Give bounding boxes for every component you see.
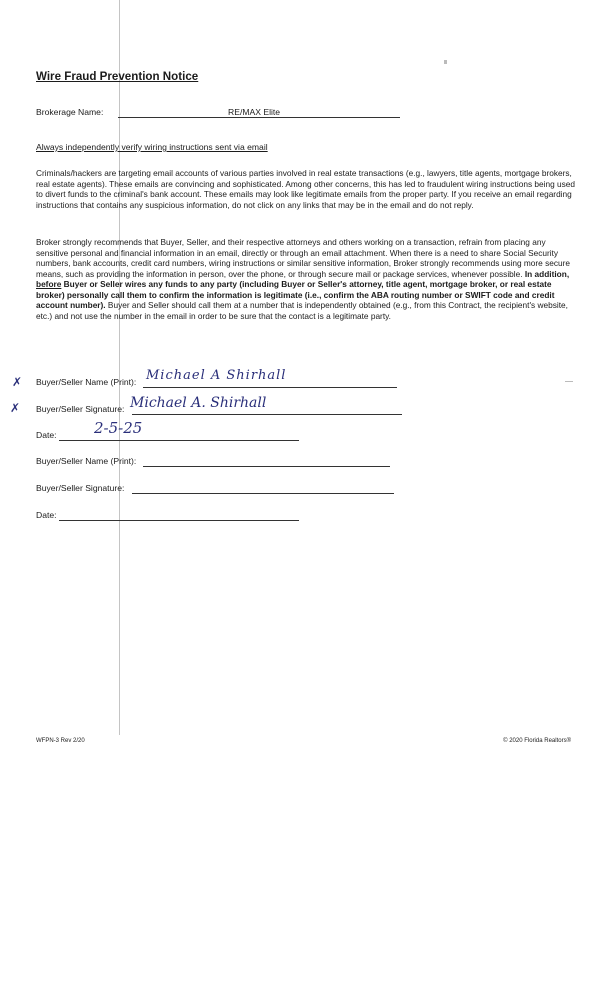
block2-date-underline: [59, 520, 299, 521]
paragraph-broker-text1: Broker strongly recommends that Buyer, Seller, and their respective attorneys and others working on a transaction, refrain from placing any sensitive personal and financial information in an email, directly or through an email attachment. When there is a need to share Social Security numbers, bank accounts, credit card numbers, wiring instructions or similar sensitive information, Broker strongly recommends using more secure means, such as providing the information in person, over the phone, or through secure mail or package services, whenever possible.: [36, 237, 570, 279]
block1-name-value[interactable]: Michael A Shirhall: [146, 368, 287, 383]
verify-heading: Always independently verify wiring instructions sent via email: [36, 142, 268, 152]
block2-signature-underline: [132, 493, 394, 494]
block1-date-underline: [59, 440, 299, 441]
brokerage-label: Brokerage Name:: [36, 107, 104, 117]
paragraph-broker-text2: Buyer and Seller should call them at a number that is independently obtained (e.g., from this Contract, the recipient's website, etc.) and not use the number in the email in order to be sure that the contact is a legitimate party.: [36, 300, 568, 321]
initial-mark: ✗: [12, 375, 23, 389]
copyright: © 2020 Florida Realtors®: [503, 738, 571, 744]
scan-speck: [444, 60, 447, 64]
block1-signature-underline: [132, 414, 402, 415]
block2-date-label: Date:: [36, 510, 57, 520]
block2-name-underline: [143, 466, 390, 467]
block1-date-label: Date:: [36, 430, 57, 440]
block2-signature-field[interactable]: [36, 483, 124, 493]
block1-date-field[interactable]: [36, 430, 57, 440]
block1-name-field[interactable]: [36, 377, 136, 387]
block1-name-underline: [143, 387, 397, 388]
block1-signature-label: Buyer/Seller Signature:: [36, 404, 125, 414]
page-title: Wire Fraud Prevention Notice: [36, 70, 199, 83]
paragraph-broker-before: before: [36, 279, 62, 289]
initial-mark: ✗: [10, 401, 21, 415]
block1-signature-field[interactable]: [36, 404, 124, 414]
block1-signature-value[interactable]: Michael A. Shirhall: [130, 395, 267, 411]
block2-name-field[interactable]: [36, 456, 136, 466]
brokerage-value[interactable]: RE/MAX Elite: [228, 107, 281, 117]
block2-date-field[interactable]: [36, 510, 57, 520]
block1-date-value[interactable]: 2-5-25: [94, 419, 143, 437]
block2-name-label: Buyer/Seller Name (Print):: [36, 456, 137, 466]
block2-signature-label: Buyer/Seller Signature:: [36, 483, 125, 493]
paragraph-broker-bold1: In addition,: [524, 268, 570, 279]
paragraph-broker: [36, 237, 576, 321]
scan-speck: [565, 381, 573, 382]
brokerage-underline: [118, 117, 400, 118]
paragraph-broker-bold2: Buyer or Seller wires any funds to any party (including Buyer or Seller's attorney, title agent, mortgage broker, or real estate broker) personally call them to confirm the information is legitimate (i.e., confirm the ABA routing number or SWIFT code and credit account number).: [36, 279, 555, 310]
form-code: WFPN-3 Rev 2/20: [36, 738, 85, 744]
paragraph-criminals: Criminals/hackers are targeting email accounts of various parties involved in real estate transactions (e.g., lawyers, title agents, mortgage brokers, real estate agents). These emails are convincing and sophisticated. Among other concerns, this has led to fraudulent wiring instructions being used to divert funds to the criminal's bank account. These emails may look like legitimate emails from the proper party. If you receive an email regarding instructions that contains any suspicious information, do not click on any links that may be in the email and do not reply.: [36, 168, 575, 210]
brokerage-field: [36, 107, 416, 117]
block1-name-label: Buyer/Seller Name (Print):: [36, 377, 137, 387]
